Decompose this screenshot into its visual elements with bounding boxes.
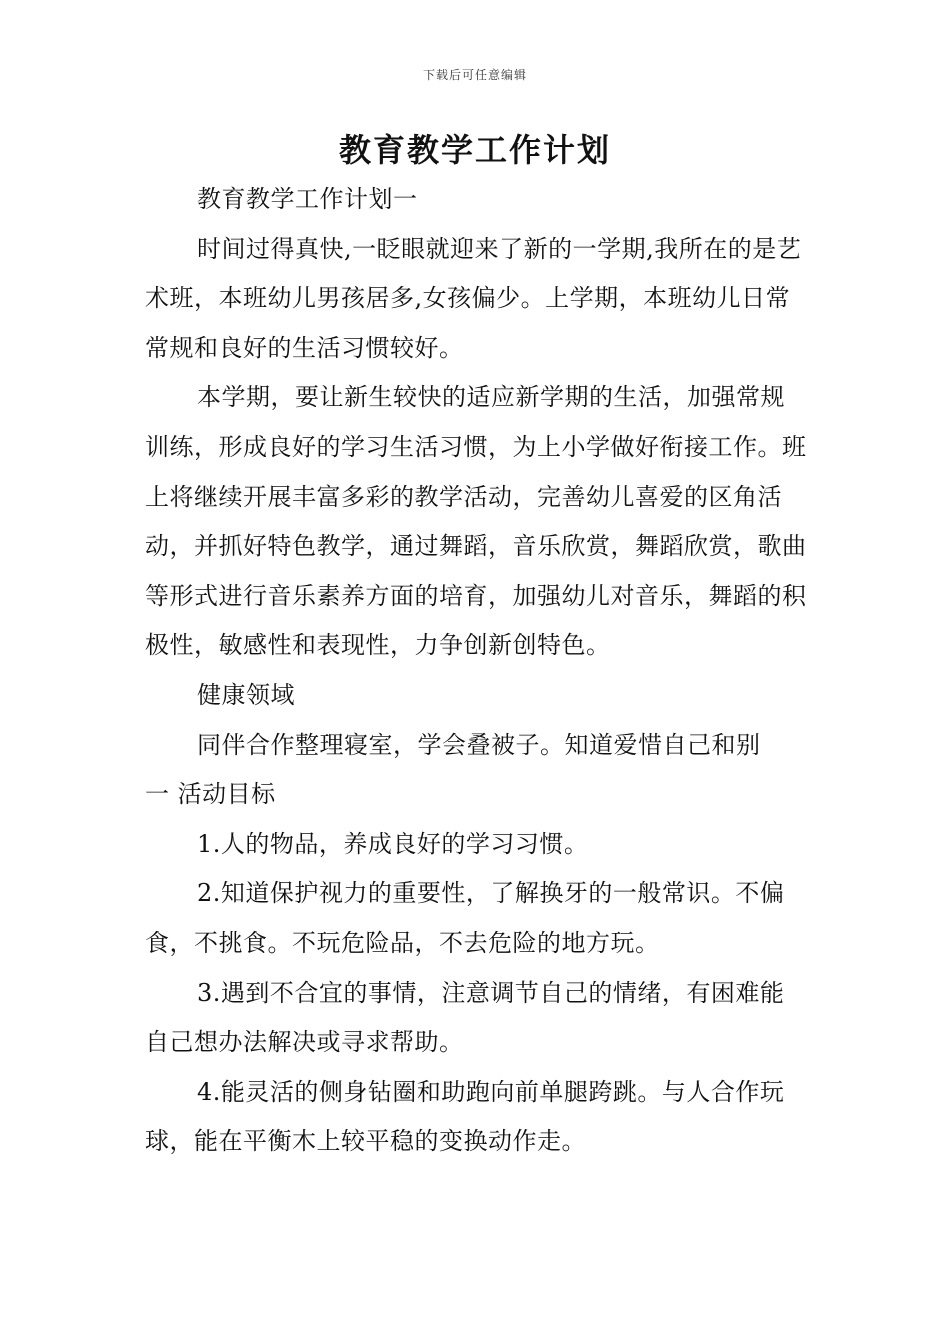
list-item-goal-1: 1.人的物品，养成良好的学习习惯。 (197, 829, 589, 858)
paragraph-plan: 本学期，要让新生较快的适应新学期的生活，加强常规训练，形成良好的学习生活习惯，为上小学做好衔接工作。班上将继续开展丰富多彩的教学活动，完善幼儿喜爱的区角活动，并抓好特色教学，通过舞蹈，音乐欣赏，舞蹈欣赏，歌曲等形式进行音乐素养方面的培育，加强幼儿对音乐，舞蹈的积极性，敏感性和表现性，力争创新创特色。 (145, 383, 807, 660)
paragraph-intro: 时间过得真快,一眨眼就迎来了新的一学期,我所在的是艺术班，本班幼儿男孩居多,女孩偏少。上学期，本班幼儿日常常规和良好的生活习惯较好。 (145, 234, 802, 362)
list-item-goal-3: 3.遇到不合宜的事情，注意调节自己的情绪，有困难能自己想办法解决或寻求帮助。 (145, 978, 785, 1057)
activity-goals-heading: 一 活动目标 (145, 780, 276, 809)
domain-heading-health: 健康领域 (197, 680, 295, 709)
section-heading: 教育教学工作计划一 (197, 185, 418, 213)
list-item-goal-2: 2.知道保护视力的重要性，了解换牙的一般常识。不偏食，不挑食。不玩危险品，不去危险的地方玩。 (145, 879, 785, 957)
document-body (145, 175, 807, 1167)
paragraph-cooperation: 同伴合作整理寝室，学会叠被子。知道爱惜自己和别 (197, 730, 761, 759)
page-header-note: 下载后可任意编辑 (422, 68, 527, 82)
list-item-goal-4: 4.能灵活的侧身钻圈和助跑向前单腿跨跳。与人合作玩球，能在平衡木上较平稳的变换动作走。 (145, 1077, 785, 1156)
document-title: 教育教学工作计划 (338, 131, 611, 169)
